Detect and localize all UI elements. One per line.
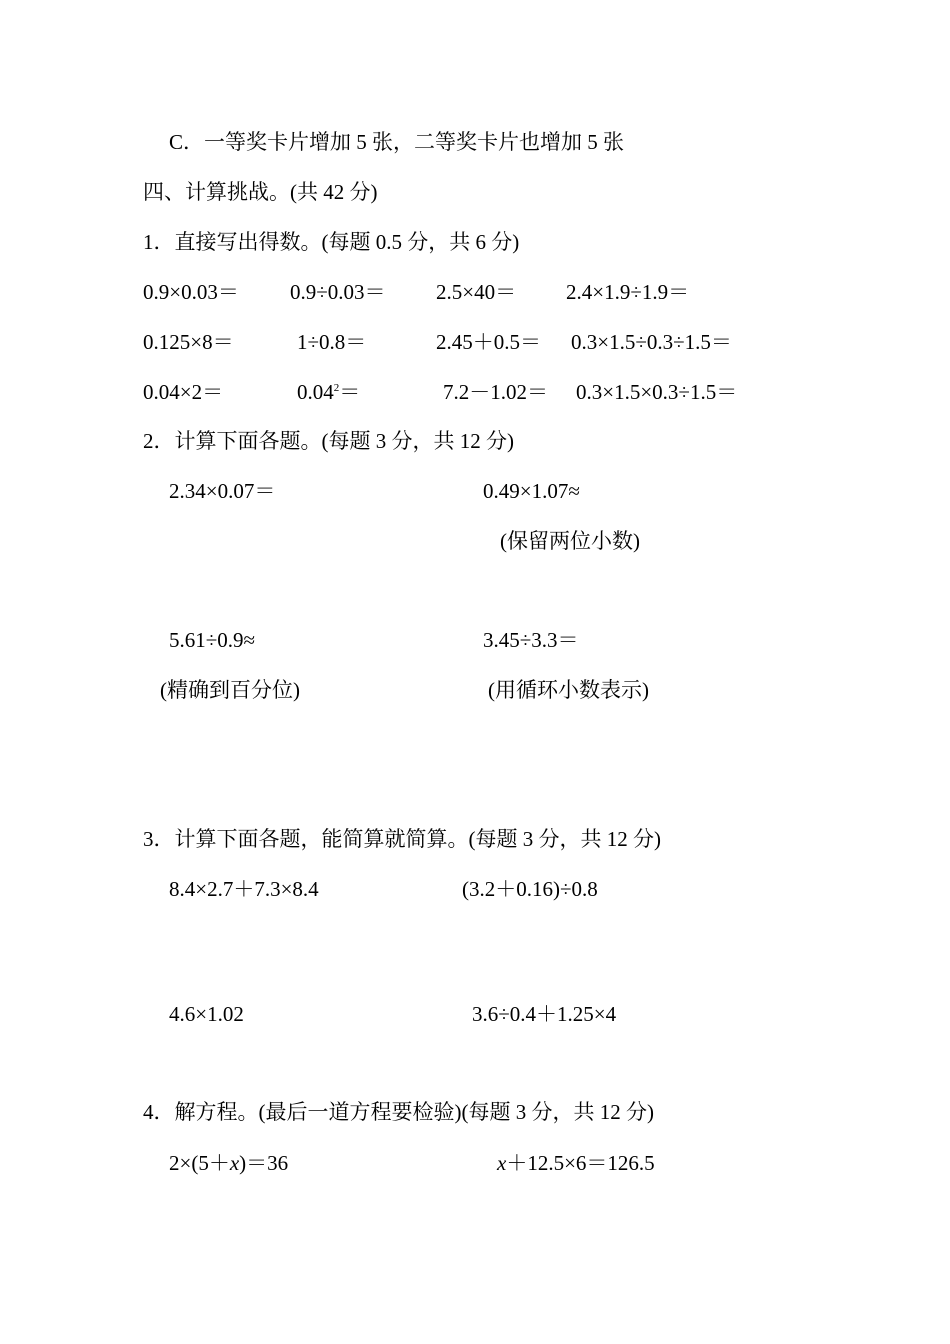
q2-problem-2: 0.49×1.07≈ [483,479,580,503]
q1-r1-c4: 2.4×1.9÷1.9＝ [566,280,690,304]
q1-power-exponent: 2 [333,382,340,394]
q1-r2-c3: 2.45＋0.5＝ [436,330,541,354]
q2-problem-1: 2.34×0.07＝ [169,479,276,503]
q3-problem-3: 4.6×1.02 [169,1002,244,1026]
q1-r2-c2: 1÷0.8＝ [297,330,367,354]
q4-equation-2 [497,1150,655,1176]
q2-problem-4: 3.45÷3.3＝ [483,628,579,652]
q4-equation-1 [169,1150,288,1176]
q3-problem-4: 3.6÷0.4＋1.25×4 [472,1002,617,1026]
q1-r2-c1: 0.125×8＝ [143,330,234,354]
section-title: 四、计算挑战。(共 42 分) [143,180,378,204]
q2-problem-3: 5.61÷0.9≈ [169,628,256,652]
q1-r3-c2 [297,379,360,405]
q4-eq2-variable: x [497,1151,507,1175]
q1-r3-c3: 7.2－1.02＝ [443,380,548,404]
q1-r3-c1: 0.04×2＝ [143,380,224,404]
q1-r1-c3: 2.5×40＝ [436,280,517,304]
q4-eq1-left: 2×(5＋ [169,1151,230,1175]
q1-r1-c1: 0.9×0.03＝ [143,280,239,304]
q3-title: 3．计算下面各题，能简算就简算。(每题 3 分，共 12 分) [143,827,661,851]
option-c-text: C．一等奖卡片增加 5 张，二等奖卡片也增加 5 张 [169,130,625,154]
q1-r3-c4: 0.3×1.5×0.3÷1.5＝ [576,380,738,404]
q2-problem-4-note: (用循环小数表示) [488,678,649,702]
q3-problem-2: (3.2＋0.16)÷0.8 [462,877,598,901]
q4-eq1-right: )＝36 [239,1151,289,1175]
q1-title: 1．直接写出得数。(每题 0.5 分，共 6 分) [143,230,520,254]
q4-eq1-variable: x [229,1151,240,1175]
q4-eq2-right: ＋12.5×6＝126.5 [506,1151,655,1175]
q2-title: 2．计算下面各题。(每题 3 分，共 12 分) [143,429,514,453]
q1-power-base: 0.04 [297,380,334,404]
q1-power-equals: ＝ [339,380,361,404]
q1-r1-c2: 0.9÷0.03＝ [290,280,386,304]
q4-title: 4．解方程。(最后一道方程要检验)(每题 3 分，共 12 分) [143,1100,654,1124]
q1-r2-c4: 0.3×1.5÷0.3÷1.5＝ [571,330,732,354]
q2-problem-3-note: (精确到百分位) [160,678,300,702]
q3-problem-1: 8.4×2.7＋7.3×8.4 [169,877,319,901]
q2-problem-2-note: (保留两位小数) [500,529,640,553]
